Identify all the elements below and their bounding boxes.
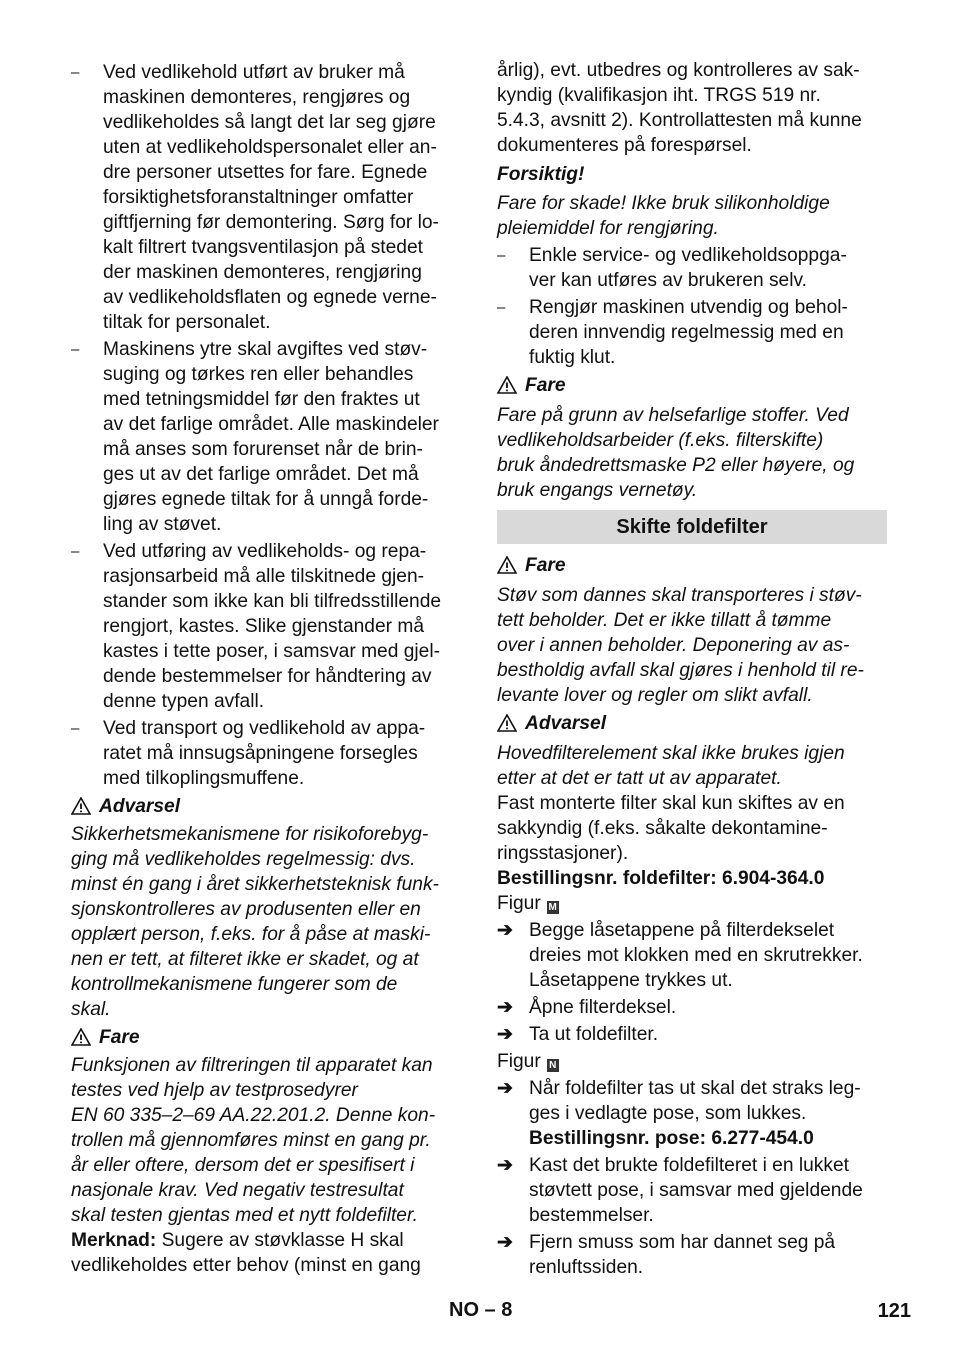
note-text: Sugere av støvklasse H skal xyxy=(156,1230,404,1251)
instruction-step xyxy=(497,1076,887,1151)
text-line: skal testen gjentas med et nytt foldefilter. xyxy=(71,1205,418,1226)
dash-bullet-icon: – xyxy=(71,64,80,81)
figure-n-icon: N xyxy=(547,1059,559,1072)
arrow-step-icon: ➔ xyxy=(497,1155,513,1176)
text-line: med tilkoplingsmuffene. xyxy=(103,768,305,789)
text-line: nasjonale krav. Ved negativ testresultat xyxy=(71,1180,404,1201)
warning-text xyxy=(71,822,461,1022)
text-line: opplært person, f.eks. for å påse at maski- xyxy=(71,924,431,945)
section-heading: Skifte foldefilter xyxy=(497,510,887,544)
text-line: bruk åndedrettsmaske P2 eller høyere, og xyxy=(497,455,855,476)
note-label: Merknad: xyxy=(71,1230,157,1251)
text-line: med tetningsmiddel før den fraktes ut xyxy=(103,389,420,410)
list-item xyxy=(497,243,887,293)
dash-bullet-icon: – xyxy=(497,299,506,316)
text-line: Fast monterte filter skal kun skiftes av en xyxy=(497,793,845,814)
text-line: dokumenteres på forespørsel. xyxy=(497,135,752,156)
instruction-step xyxy=(497,995,887,1020)
arrow-step-icon: ➔ xyxy=(497,920,513,941)
text-line: Fare på grunn av helsefarlige stoffer. Ved xyxy=(497,405,849,426)
page-number: 121 xyxy=(877,1300,911,1322)
text-line: Støv som dannes skal transporteres i støv- xyxy=(497,585,862,606)
text-line: nen er tett, at filteret ikke er skadet, og at xyxy=(71,949,419,970)
text-line: trollen må gjennomføres minst en gang pr. xyxy=(71,1130,431,1151)
text-line: sakkyndig (f.eks. såkalte dekontamine- xyxy=(497,818,828,839)
text-line: tiltak for personalet. xyxy=(103,312,271,333)
warning-title: Advarsel xyxy=(99,796,181,817)
figure-label: Figur xyxy=(497,1051,541,1072)
dash-bullet-icon: – xyxy=(71,720,80,737)
instruction-step xyxy=(497,1022,887,1047)
body-paragraph xyxy=(497,791,887,866)
arrow-step-icon: ➔ xyxy=(497,1078,513,1099)
text-line: av det farlige området. Alle maskindeler xyxy=(103,414,439,435)
text-line: bestholdig avfall skal gjøres i henhold til re- xyxy=(497,660,864,681)
text-line: minst én gang i året sikkerhetsteknisk funk- xyxy=(71,874,439,895)
text-line: rasjonsarbeid må alle tilskitnede gjen- xyxy=(103,566,425,587)
warning-heading xyxy=(497,711,887,739)
text-line: bruk engangs vernetøy. xyxy=(497,480,698,501)
text-line: der maskinen demonteres, rengjøring xyxy=(103,262,422,283)
text-line: ling av støvet. xyxy=(103,514,222,535)
text-line: dende bestemmelser for håndtering av xyxy=(103,666,432,687)
text-line: renluftssiden. xyxy=(529,1257,644,1278)
warning-heading xyxy=(71,794,461,822)
text-line: ges ut av det farlige området. Det må xyxy=(103,464,419,485)
text-line: vedlikeholdes så langt det lar seg gjøre xyxy=(103,112,436,133)
text-line: Ved utføring av vedlikeholds- og repa- xyxy=(103,541,427,562)
text-line: kontrollmekanismene fungerer som de xyxy=(71,974,398,995)
warning-heading xyxy=(497,553,887,581)
text-line: rengjort, kastes. Slike gjenstander må xyxy=(103,616,425,637)
text-line: må anses som forurenset når de brin- xyxy=(103,439,423,460)
text-line: Låsetappene trykkes ut. xyxy=(529,970,733,991)
text-line: kastes i tette poser, i samsvar med gjel- xyxy=(103,641,440,662)
dash-bullet-icon: – xyxy=(71,543,80,560)
warning-triangle-icon xyxy=(497,714,519,739)
text-line: Ta ut foldefilter. xyxy=(529,1024,659,1045)
note-paragraph xyxy=(71,1228,461,1278)
text-line: maskinen demonteres, rengjøres og xyxy=(103,87,411,108)
text-line: Hovedfilterelement skal ikke brukes igjen xyxy=(497,743,845,764)
text-line: Maskinens ytre skal avgiftes ved støv- xyxy=(103,339,428,360)
caution-title: Forsiktig! xyxy=(497,164,585,185)
text-line: EN 60 335–2–69 AA.22.201.2. Denne kon- xyxy=(71,1105,436,1126)
text-line: kyndig (kvalifikasjon iht. TRGS 519 nr. xyxy=(497,85,821,106)
text-line: Enkle service- og vedlikeholdsoppga- xyxy=(529,245,847,266)
arrow-step-icon: ➔ xyxy=(497,1024,513,1045)
arrow-step-icon: ➔ xyxy=(497,1232,513,1253)
order-number-bag: Bestillingsnr. pose: 6.277-454.0 xyxy=(529,1128,814,1149)
warning-title: Fare xyxy=(525,555,566,576)
text-line: ver kan utføres av brukeren selv. xyxy=(529,270,807,291)
text-line: Rengjør maskinen utvendig og behol- xyxy=(529,297,848,318)
text-line: ges i vedlagte pose, som lukkes. xyxy=(529,1103,807,1124)
figure-reference xyxy=(497,1049,887,1074)
list-item xyxy=(497,295,887,370)
dash-bullet-icon: – xyxy=(497,247,506,264)
text-line: pleiemiddel for rengjøring. xyxy=(497,218,719,239)
list-item xyxy=(71,60,461,335)
text-line: suging og tørkes ren eller behandles xyxy=(103,364,414,385)
list-item xyxy=(71,716,461,791)
text-line: dre personer utsettes for fare. Egnede xyxy=(103,162,428,183)
text-line: deren innvendig regelmessig med en xyxy=(529,322,844,343)
text-line: Begge låsetappene på filterdekselet xyxy=(529,920,835,941)
list-item xyxy=(71,539,461,714)
text-line: vedlikeholdsarbeider (f.eks. filterskifte) xyxy=(497,430,824,451)
footer-section-label: NO – 8 xyxy=(449,1299,513,1321)
text-line: fuktig klut. xyxy=(529,347,616,368)
text-line: Åpne filterdeksel. xyxy=(529,997,677,1018)
text-line: Funksjonen av filtreringen til apparatet kan xyxy=(71,1055,433,1076)
warning-text xyxy=(497,741,887,791)
text-line: skal. xyxy=(71,999,111,1020)
text-line: ratet må innsugsåpningene forsegles xyxy=(103,743,418,764)
warning-title: Fare xyxy=(525,375,566,396)
text-line: støvtett pose, i samsvar med gjeldende xyxy=(529,1180,863,1201)
text-line: Når foldefilter tas ut skal det straks leg- xyxy=(529,1078,861,1099)
text-line: år eller oftere, dersom det er spesifisert i xyxy=(71,1155,415,1176)
figure-label: Figur xyxy=(497,893,541,914)
text-line: vedlikeholdes etter behov (minst en gang xyxy=(71,1255,421,1276)
text-line: ringsstasjoner). xyxy=(497,843,629,864)
text-line: over i annen beholder. Deponering av as- xyxy=(497,635,850,656)
danger-text xyxy=(497,583,887,708)
text-line: av vedlikeholdsflaten og egnede verne- xyxy=(103,287,437,308)
text-line: sjonskontrolleres av produsenten eller en xyxy=(71,899,421,920)
text-line: bestemmelser. xyxy=(529,1205,654,1226)
warning-triangle-icon xyxy=(497,376,519,401)
text-line: årlig), evt. utbedres og kontrolleres av sak- xyxy=(497,60,860,81)
text-line: etter at det er tatt ut av apparatet. xyxy=(497,768,782,789)
instruction-step xyxy=(497,918,887,993)
text-line: Sikkerhetsmekanismene for risikoforebyg- xyxy=(71,824,429,845)
left-column xyxy=(71,58,461,1278)
text-line: 5.4.3, avsnitt 2). Kontrollattesten må kunne xyxy=(497,110,862,131)
instruction-step xyxy=(497,1230,887,1280)
dash-bullet-icon: – xyxy=(71,341,80,358)
text-line: forsiktighetsforanstaltninger omfatter xyxy=(103,187,414,208)
text-line xyxy=(71,1228,461,1253)
warning-title: Advarsel xyxy=(525,713,607,734)
text-line: Kast det brukte foldefilteret i en lukket xyxy=(529,1155,849,1176)
warning-triangle-icon xyxy=(497,556,519,581)
text-line: gjøres egnede tiltak for å unngå forde- xyxy=(103,489,429,510)
intro-paragraph xyxy=(497,58,887,158)
warning-triangle-icon xyxy=(71,797,93,822)
warning-triangle-icon xyxy=(71,1028,93,1053)
instruction-step xyxy=(497,1153,887,1228)
right-column xyxy=(497,58,887,1280)
text-line: dreies mot klokken med en skrutrekker. xyxy=(529,945,863,966)
text-line: Fare for skade! Ikke bruk silikonholdige xyxy=(497,193,830,214)
text-line: uten at vedlikeholdspersonalet eller an- xyxy=(103,137,437,158)
arrow-step-icon: ➔ xyxy=(497,997,513,1018)
text-line: kalt filtrert tvangsventilasjon på stedet xyxy=(103,237,423,258)
text-line: testes ved hjelp av testprosedyrer xyxy=(71,1080,358,1101)
warning-title: Fare xyxy=(99,1027,140,1048)
text-line: giftfjerning før demontering. Sørg for lo- xyxy=(103,212,439,233)
text-line: ging må vedlikeholdes regelmessig: dvs. xyxy=(71,849,416,870)
warning-heading xyxy=(71,1025,461,1053)
order-number-filter: Bestillingsnr. foldefilter: 6.904-364.0 xyxy=(497,868,825,889)
text-line: stander som ikke kan bli tilfredsstillende xyxy=(103,591,442,612)
danger-text xyxy=(497,403,887,503)
text-line: Fjern smuss som har dannet seg på xyxy=(529,1232,836,1253)
figure-reference xyxy=(497,891,887,916)
figure-m-icon: M xyxy=(548,902,557,913)
text-line: denne typen avfall. xyxy=(103,691,265,712)
danger-text xyxy=(71,1053,461,1228)
text-line: levante lover og regler om slikt avfall. xyxy=(497,685,813,706)
caution-text xyxy=(497,191,887,241)
text-line: Ved vedlikehold utført av bruker må xyxy=(103,62,405,83)
text-line: Ved transport og vedlikehold av appa- xyxy=(103,718,426,739)
list-item xyxy=(71,337,461,537)
warning-heading xyxy=(497,373,887,401)
text-line: tett beholder. Det er ikke tillatt å tømme xyxy=(497,610,832,631)
